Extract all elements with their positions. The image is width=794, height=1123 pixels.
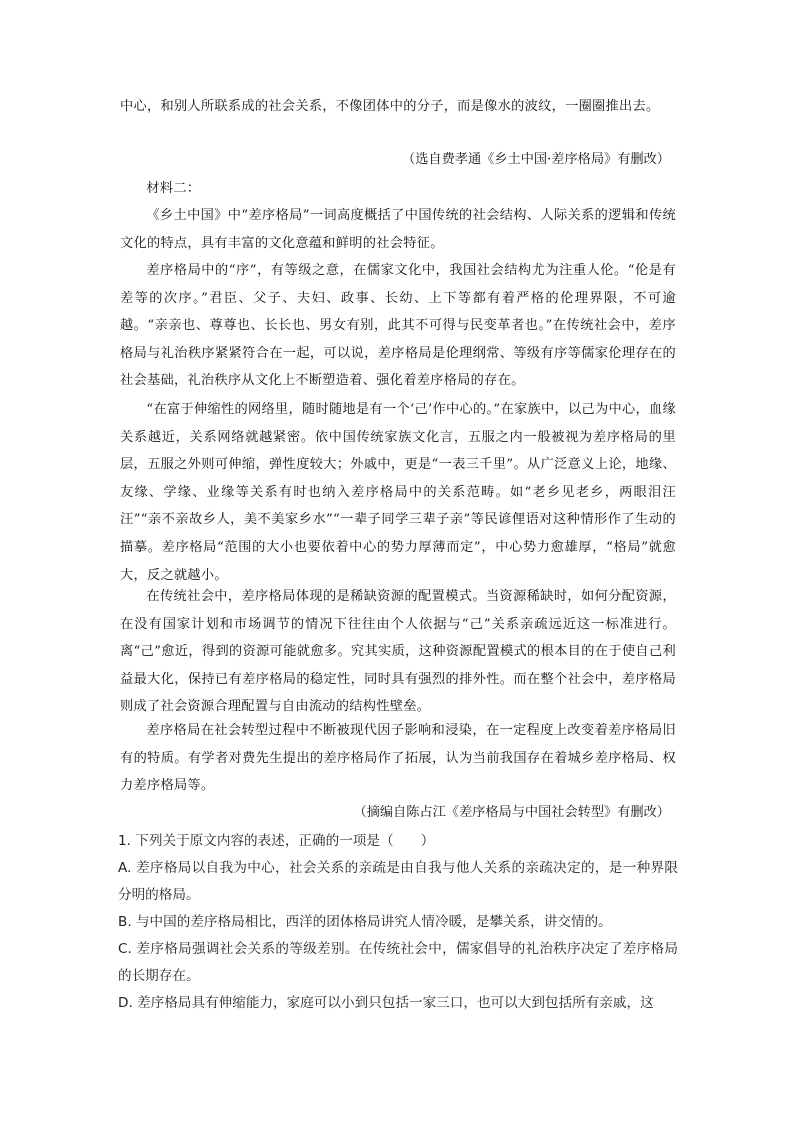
material-2-label: 材料二： <box>146 181 201 196</box>
paragraph-1: 《乡土中国》中“差序格局”一词高度概括了中国传统的社会结构、人际关系的逻辑和传统文化的特点，具有丰富的文化意蕴和鲜明的社会特征。 <box>120 208 676 251</box>
paragraph-5: 差序格局在社会转型过程中不断被现代因子影响和浸染，在一定程度上改变着差序格局旧有的特质。有学者对费先生提出的差序格局作了拓展，认为当前我国存在着城乡差序格局、权力差序格局等。 <box>120 723 676 794</box>
option-c: C. 差序格局强调社会关系的等级差别。在传统社会中，儒家倡导的礼治秩序决定了差序格局的长期存在。 <box>118 941 678 984</box>
paragraph-3: “在富于伸缩性的网络里，随时随地是有一个‘己’作中心的。”在家族中，以己为中心，血缘关系越近，关系网络就越紧密。依中国传统家族文化言，五服之内一般被视为差序格局的里层，五服之外则可伸缩，弹性度较大；外戚中，更是“一表三千里”。从广泛意义上论，地缘、友缘、学缘、业缘等关系有时也纳入差序格局中的关系范畴。如“老乡见老乡，两眼泪汪汪”“亲不亲故乡人，美不美家乡水”“一辈子同学三辈子亲”等民谚俚语对这种情形作了生动的描摹。差序格局“范围的大小也要依着中心的势力厚薄而定”，中心势力愈雄厚，“格局”就愈大，反之就越小。 <box>120 402 676 583</box>
paragraph-4: 在传统社会中，差序格局体现的是稀缺资源的配置模式。当资源稀缺时，如何分配资源，在没有国家计划和市场调节的情况下往往由个人依据与“己”关系亲疏远近这一标准进行。离“己”愈近，得到的资源可能就愈多。究其实质，这种资源配置模式的根本目的在于使自己利益最大化，保持已有差序格局的稳定性，同时具有强烈的排外性。而在整个社会中，差序格局则成了社会资源合理配置与自由流动的结构性壁垒。 <box>120 589 676 715</box>
option-b: B. 与中国的差序格局相比，西洋的团体格局讲究人情冷暖，是攀关系，讲交情的。 <box>118 914 612 930</box>
source-citation-1: （选自费孝通《乡土中国·差序格局》有删改） <box>402 152 670 167</box>
paragraph-2: 差序格局中的“序”，有等级之意，在儒家文化中，我国社会结构尤为注重人伦。“伦是有差等的次序。”君臣、父子、夫妇、政事、长幼、上下等都有着严格的伦理界限，不可逾越。“亲亲也、尊尊也、长长也、男女有别，此其不可得与民变革者也。”在传统社会中，差序格局与礼治秩序紧紧符合在一起，可以说，差序格局是伦理纲常、等级有序等儒家伦理存在的社会基础，礼治秩序从文化上不断塑造着、强化着差序格局的存在。 <box>120 263 676 389</box>
option-d: D. 差序格局具有伸缩能力，家庭可以小到只包括一家三口，也可以大到包括所有亲戚，这 <box>118 995 654 1011</box>
option-a: A. 差序格局以自我为中心，社会关系的亲疏是由自我与他人关系的亲疏决定的，是一种界限分明的格局。 <box>118 860 678 903</box>
source-citation-2: （摘编自陈占江《差序格局与中国社会转型》有删改） <box>353 805 670 820</box>
question-stem: 1. 下列关于原文内容的表述，正确的一项是（ ） <box>118 833 435 849</box>
paragraph-continued: 中心，和别人所联系成的社会关系，不像团体中的分子，而是像水的波纹，一圈圈推出去。 <box>120 99 660 114</box>
